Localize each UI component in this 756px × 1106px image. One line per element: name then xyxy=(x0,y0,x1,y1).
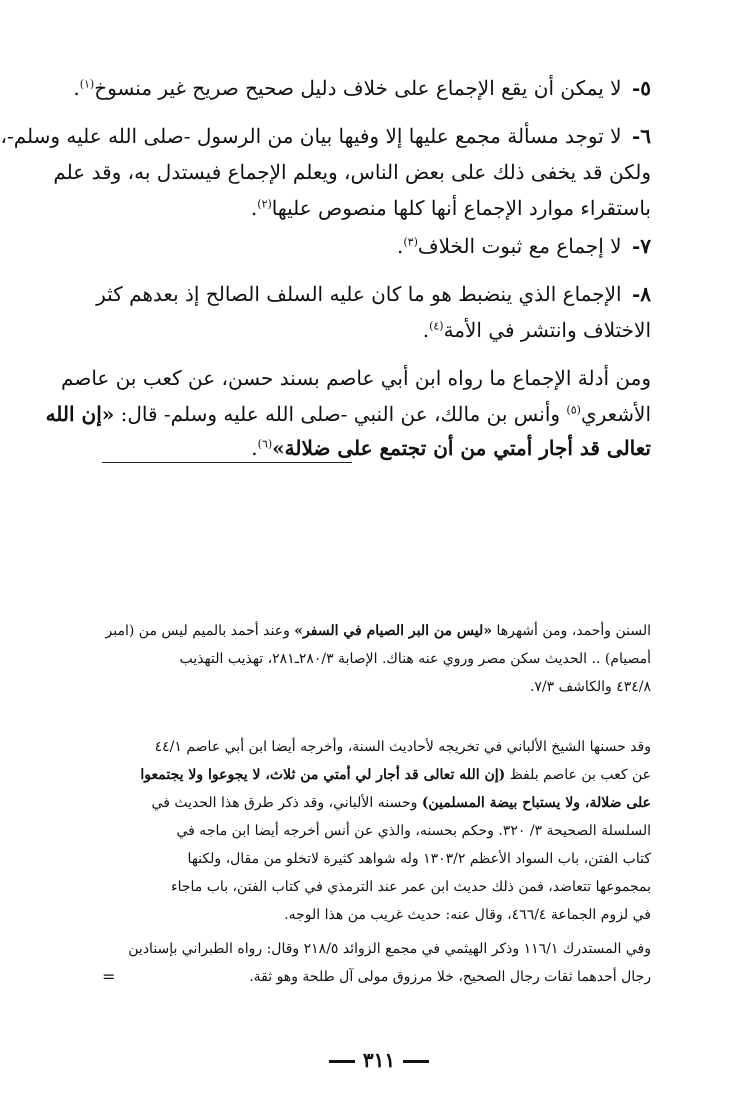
footnote-6-line-7: بمجموعها تتعاضد، فمن ذلك حديث ابن عمر عند الترمذي في كتاب الفتن، باب ماجاء xyxy=(171,879,651,895)
paragraph-line-1: ومن أدلة الإجماع ما رواه ابن أبي عاصم بسند حسن، عن كعب بن عاصم xyxy=(61,366,651,390)
footnote-6-line-5: السلسلة الصحيحة ٣/ ٣٢٠. وحكم بحسنه، والذي عن أنس أخرجه أيضا ابن ماجه في xyxy=(176,823,651,839)
footnote-ref-3[interactable]: (٣) xyxy=(403,235,418,249)
page-number xyxy=(2,1048,756,1072)
footnote-6-line-10: رجال أحدهما ثقات رجال الصحيح، خلا مرزوق مولى آل طلحة وهو ثقة. xyxy=(249,969,651,985)
item-6-line-3: باستقراء موارد الإجماع أنها كلها منصوص عليها$^{(٢)}$. xyxy=(250,196,651,220)
item-5-text: لا يمكن أن يقع الإجماع على خلاف دليل صحيح صريح غير منسوخ xyxy=(94,76,622,100)
footnote-6-line-8: في لزوم الجماعة ٤٦٦/٤، وقال عنه: حديث غريب من هذا الوجه. xyxy=(284,907,651,923)
document-page xyxy=(2,0,756,1106)
footnote-ref-6[interactable]: (٦) xyxy=(257,437,273,451)
footnote-5-line-3: أمصيام) .. الحديث سكن مصر وروي عنه هناك. الإصابة ٢٨٠/٣ـ٢٨١، تهذيب التهذيب xyxy=(179,651,651,667)
page-number-dash-right xyxy=(403,1060,429,1063)
item-6-line-1: ٦- لا توجد مسألة مجمع عليها إلا وفيها بيان من الرسول -صلى الله عليه وسلم-، xyxy=(0,124,651,148)
item-6-number: ٦- xyxy=(631,124,651,148)
item-5-number: ٥- xyxy=(631,76,651,100)
footnote-6-line-6: كتاب الفتن، باب السواد الأعظم ١٣٠٣/٢ وله شواهد كثيرة لاتخلو من مقال، ولكنها xyxy=(187,851,651,867)
footnote-5-line-2: السنن وأحمد، ومن أشهرها «ليس من البر الصيام في السفر» وعند أحمد بالميم ليس من (امبر xyxy=(105,623,651,639)
footnote-6-line-4: على ضلالة، ولا يستباح بيضة المسلمين) وحسنه الألباني، وقد ذكر طرق هذا الحديث في xyxy=(151,795,651,811)
page-number-dash-left xyxy=(329,1060,355,1063)
footnote-ref-4[interactable]: (٤) xyxy=(429,319,444,333)
continuation-mark: = xyxy=(102,967,116,986)
paragraph-line-3: تعالى قد أجار أمتي من أن تجتمع على ضلالة»$^{(٦)}$. xyxy=(251,436,651,460)
footnote-6-line-2: وقد حسنها الشيخ الألباني في تخريجه لأحاديث السنة، وأخرجه أيضا ابن أبي عاصم ٤٤/١ xyxy=(154,739,651,755)
footnote-ref-2[interactable]: (٢) xyxy=(257,197,272,211)
footnote-6-line-3: عن كعب بن عاصم بلفظ (إن الله تعالى قد أجار لي أمتي من ثلاث، لا يجوعوا ولا يجتمعوا xyxy=(140,767,651,783)
item-8-number: ٨- xyxy=(631,282,651,306)
hadith-quote-end: تعالى قد أجار أمتي من أن تجتمع على ضلالة» xyxy=(272,436,651,460)
hadith-quote-start: «إن الله xyxy=(45,402,115,426)
paragraph-line-2: الأشعري$^{(٥)}$ وأنس بن مالك، عن النبي -صلى الله عليه وسلم- قال: «إن الله xyxy=(45,402,651,426)
item-5: ٥- لا يمكن أن يقع الإجماع على خلاف دليل صحيح صريح غير منسوخ$^{(١)}$. xyxy=(73,76,651,100)
item-7-number: ٧- xyxy=(631,234,651,258)
item-8-line-2: الاختلاف وانتشر في الأمة$^{(٤)}$. xyxy=(422,318,651,342)
footnote-5-line-4: ٤٣٤/٨ والكاشف ٧/٣. xyxy=(529,679,651,695)
page-number-value: ٣١١ xyxy=(362,1048,396,1072)
footnote-ref-1[interactable]: (١) xyxy=(79,77,95,91)
item-8-line-1: ٨- الإجماع الذي ينضبط هو ما كان عليه السلف الصالح إذ بعدهم كثر xyxy=(96,282,651,306)
item-6-line-2: ولكن قد يخفى ذلك على بعض الناس، ويعلم الإجماع فيستدل به، وقد علم xyxy=(53,160,651,184)
footnote-ref-5[interactable]: (٥) xyxy=(566,403,581,417)
footnote-separator xyxy=(102,462,352,463)
item-7: ٧- لا إجماع مع ثبوت الخلاف$^{(٣)}$. xyxy=(397,234,651,258)
footnote-6-line-9: وفي المستدرك ١١٦/١ وذكر الهيثمي في مجمع الزوائد ٢١٨/٥ وقال: رواه الطبراني بإسنادين xyxy=(128,941,651,957)
